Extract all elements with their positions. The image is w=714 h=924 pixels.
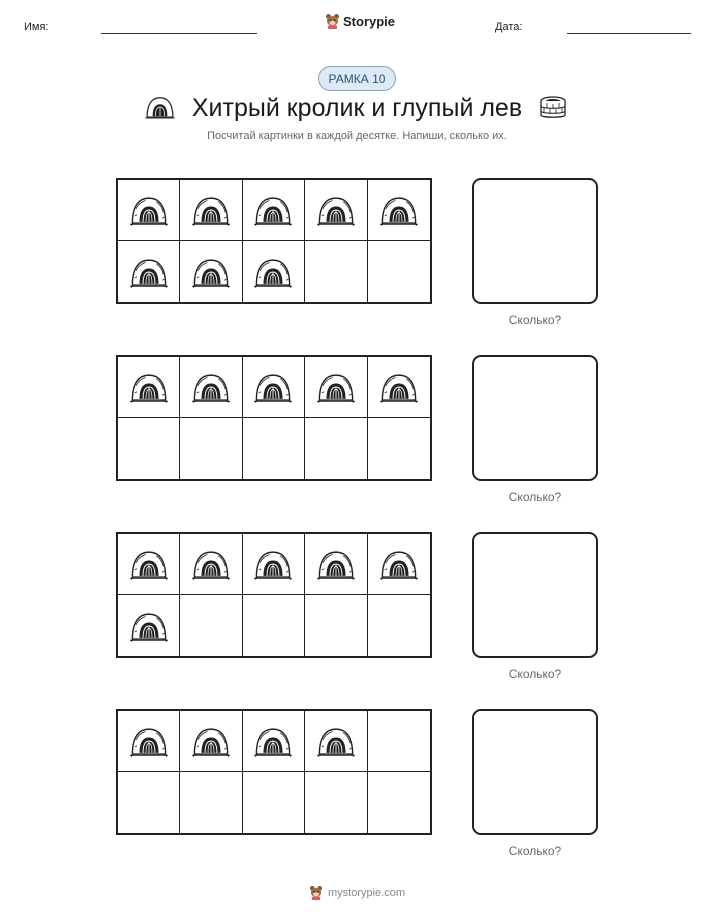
frame-cell-empty <box>118 772 180 833</box>
frame-cell-empty <box>243 418 305 479</box>
date-line[interactable] <box>567 33 691 34</box>
cave-icon <box>254 194 292 226</box>
frame-cell-filled <box>180 711 242 772</box>
frame-cell-empty <box>180 595 242 656</box>
frame-cell-empty <box>180 418 242 479</box>
frame-cell-empty <box>243 595 305 656</box>
frame-cell-filled <box>243 534 305 595</box>
frame-cell-empty <box>118 418 180 479</box>
bear-mascot-icon <box>309 885 323 900</box>
frame-cell-filled <box>305 357 367 418</box>
frame-cell-empty <box>180 772 242 833</box>
frame-cell-empty <box>368 418 430 479</box>
answer-box-4[interactable] <box>472 709 598 835</box>
answer-label-1: Сколько? <box>508 313 562 327</box>
cave-icon <box>192 194 230 226</box>
frame-cell-empty <box>368 241 430 302</box>
ten-frame-4 <box>116 709 432 835</box>
cave-icon <box>254 371 292 403</box>
date-label: Дата: <box>495 21 523 33</box>
well-icon <box>538 95 568 121</box>
cave-icon <box>317 194 355 226</box>
ten-frame-1 <box>116 178 432 304</box>
frame-cell-filled <box>180 180 242 241</box>
frame-cell-empty <box>305 241 367 302</box>
cave-icon <box>130 256 168 288</box>
frame-cell-empty <box>243 772 305 833</box>
frame-cell-filled <box>180 241 242 302</box>
footer <box>0 885 714 900</box>
frame-cell-filled <box>180 534 242 595</box>
brand-logo <box>325 13 395 29</box>
frame-cell-filled <box>368 180 430 241</box>
frame-cell-filled <box>118 241 180 302</box>
brand-name: Storypie <box>343 13 396 29</box>
frame-cell-filled <box>118 180 180 241</box>
answer-label-4: Сколько? <box>508 844 562 858</box>
cave-icon <box>192 256 230 288</box>
frame-cell-filled <box>243 241 305 302</box>
frame-cell-filled <box>118 711 180 772</box>
frame-cell-filled <box>243 180 305 241</box>
frame-cell-empty <box>305 418 367 479</box>
ten-frame-2 <box>116 355 432 481</box>
cave-icon <box>317 548 355 580</box>
instructions: Посчитай картинки в каждой десятке. Напиши, сколько их. <box>207 130 507 142</box>
cave-icon <box>130 371 168 403</box>
name-label: Имя: <box>24 21 49 33</box>
footer-url: mystorypie.com <box>327 886 406 899</box>
frame-cell-filled <box>368 534 430 595</box>
cave-icon <box>130 548 168 580</box>
answer-box-1[interactable] <box>472 178 598 304</box>
answer-label-2: Сколько? <box>508 490 562 504</box>
cave-icon <box>192 725 230 757</box>
cave-icon <box>192 548 230 580</box>
cave-icon <box>254 725 292 757</box>
cave-icon <box>380 548 418 580</box>
page-title: Хитрый кролик и глупый лев <box>191 94 523 122</box>
bear-mascot-icon <box>325 13 340 29</box>
answer-box-2[interactable] <box>472 355 598 481</box>
cave-icon <box>254 256 292 288</box>
cave-icon <box>192 371 230 403</box>
frame-cell-empty <box>305 595 367 656</box>
ten-frame-3 <box>116 532 432 658</box>
frame-cell-filled <box>305 180 367 241</box>
cave-icon <box>317 371 355 403</box>
frame-badge: РАМКА 10 <box>318 66 396 91</box>
frame-cell-filled <box>368 357 430 418</box>
cave-icon <box>380 371 418 403</box>
frame-cell-filled <box>118 357 180 418</box>
frame-cell-empty <box>368 772 430 833</box>
cave-icon <box>130 725 168 757</box>
cave-icon <box>130 610 168 642</box>
frame-cell-filled <box>118 595 180 656</box>
frame-cell-filled <box>243 711 305 772</box>
answer-label-3: Сколько? <box>508 667 562 681</box>
cave-icon <box>380 194 418 226</box>
frame-cell-filled <box>180 357 242 418</box>
cave-icon <box>317 725 355 757</box>
name-line[interactable] <box>101 33 257 34</box>
answer-box-3[interactable] <box>472 532 598 658</box>
cave-icon <box>254 548 292 580</box>
frame-cell-filled <box>118 534 180 595</box>
frame-cell-empty <box>368 711 430 772</box>
frame-cell-filled <box>305 534 367 595</box>
frame-cell-empty <box>368 595 430 656</box>
frame-cell-empty <box>305 772 367 833</box>
frame-cell-filled <box>305 711 367 772</box>
frame-cell-filled <box>243 357 305 418</box>
cave-icon <box>130 194 168 226</box>
